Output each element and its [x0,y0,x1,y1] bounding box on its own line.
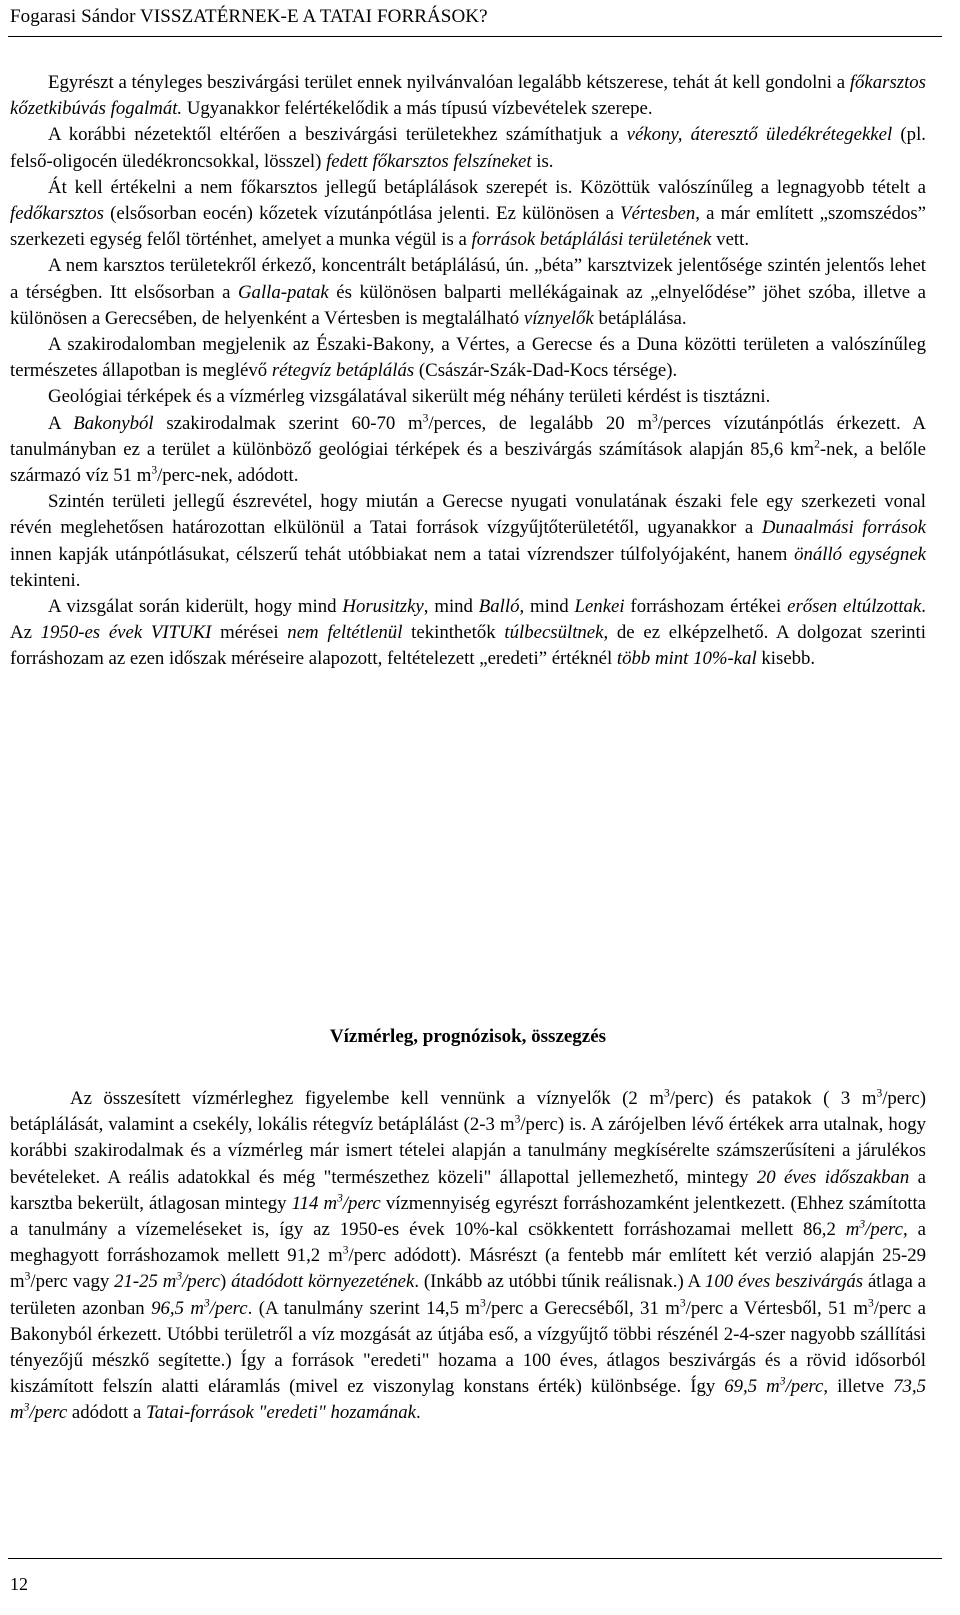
text-run: . (A tanulmány szerint 14,5 m [247,1297,481,1319]
text-run: , mind [423,596,479,618]
text-run: ) [220,1271,232,1293]
text-run: kisebb. [756,648,816,670]
text-run: A korábbi nézetektől eltérően a beszivárgási területekhez számíthatjuk a [48,124,627,146]
italic-text: önálló egységnek [794,543,926,565]
italic-text: /perc [182,1271,220,1293]
paragraph [10,70,926,122]
text-run: Az összesített vízmérleghez figyelembe kell vennünk a víznyelők (2 m [70,1088,664,1109]
superscript: 3 [422,412,429,425]
superscript: 3 [342,1244,349,1257]
italic-text: túlbecsültnek [504,622,604,644]
text-run: /perc vagy [30,1271,115,1293]
text-run: /perces, de legalább 20 m [428,412,652,434]
text-run: Szintén területi jellegű észrevétel, hogy miután a Gerecse nyugati vonulatának északi fele egy szerkezeti vonal révén meglehetősen határozottan elkülönül a Tatai források vízgyűjtőterületétől, ugyanakkor a [10,491,926,539]
italic-text: 69,5 m [724,1376,780,1398]
footer-rule [8,1558,942,1559]
text-run: . (Inkább az utóbbi tűnik reálisnak.) A [414,1271,705,1293]
text-run: átlaga a területen azonban [10,1271,926,1319]
text-run: forráshozam értékei [624,596,788,618]
superscript: 2 [814,438,820,451]
text-run: a karsztba bekerült, átlagosan mintegy [10,1166,926,1214]
text-run: mérései [211,622,288,644]
italic-text: 20 éves időszakban [756,1166,910,1188]
text-run: Geológiai térképek és a vízmérleg vizsgálatával sikerült még néhány területi kérdést is tisztázni. [48,386,771,408]
italic-text: fedett főkarsztos felszíneket [326,150,532,172]
text-run: innen kapják utánpótlásukat, célszerű tehát utóbbiakat nem a tatai vízrendszer túlfolyójaként, hanem [10,543,795,565]
italic-text: források betáplálási területének [471,229,712,251]
superscript: 3 [779,1375,786,1388]
italic-text: 21-25 m [114,1271,177,1293]
paragraph [10,411,926,490]
text-run: /perc adódott). Másrészt (a fentebb már említett két verzió alapján 25-29 m [10,1245,926,1293]
italic-text: 100 éves beszivárgás [704,1271,864,1293]
italic-text: 73,5 m [10,1376,926,1424]
text-run: /perc) betáplálását, valamint a csekély, lokális rétegvíz betáplálást (2-3 m [10,1088,926,1136]
text-run: /perc a Bakonyból érkezett. Utóbbi területről a víz mozgását az útjába eső, a vízgyűjtő többi részénél 2-4-szer nagyobb szállítási tényezőjű mészkő segítette.) Így a források "eredeti" hozama a 100 éves, átlagos beszivárgás és a rövid idősorból kiszámított felszín alatti eláramlás (mivel ez viszonylag konstans érték) különbsége. Így [10,1297,926,1398]
text-run: adódott a [67,1402,146,1424]
header-rule [8,36,942,37]
text-run: és különösen balparti mellékágainak az „elnyelődése” jöhet szóba, illetve a különösen a Gerecsében, de helyenként a Vértesben is megtalálható [10,281,927,329]
text-run: Egyrészt a tényleges beszivárgási terület ennek nyilvánvalóan legalább kétszerese, tehát át kell gondolni a [48,72,850,93]
text-run: /perces vízutánpótlás érkezett. A tanulmányban ez a terület a különböző geológiai térképek és a beszivárgás számítások alapján 85,6 km [10,412,926,460]
text-run: /perc-nek, adódott. [157,465,299,487]
italic-text: Dunaalmási források [761,517,926,539]
text-run: tekinthetők [402,622,505,644]
superscript: 3 [876,1087,883,1100]
text-run: szakirodalmak szerint 60-70 m [153,412,423,434]
italic-text: 114 m [291,1192,338,1214]
paragraph [10,1086,926,1427]
superscript: 3 [23,1402,30,1415]
superscript: 3 [652,412,658,425]
italic-text: /perc [29,1402,68,1424]
text-run: . Az [10,596,926,644]
superscript: 3 [24,1271,31,1284]
text-run: tekinteni. [10,569,81,591]
paragraph [10,332,926,384]
italic-text: Galla-patak [237,281,329,303]
text-run: A nem karsztos területekről érkező, koncentrált betáplálású, ún. „béta” karsztvizek jelentősége szintén jelentős lehet a térségben. Itt elsősorban a [10,255,926,303]
italic-text: vékony, áteresztő üledékrétegekkel [626,124,893,146]
text-run: Át kell értékelni a nem főkarsztos jellegű betáplálások szerepét is. Közöttük valószínűleg a legnagyobb tételt a [48,176,926,198]
text-run: (Császár-Szák-Dad-Kocs térsége). [414,360,678,382]
body-text [10,70,926,673]
superscript: 3 [679,1297,686,1310]
superscript: 3 [867,1297,874,1310]
italic-text: /perc [785,1376,824,1398]
italic-text: /perc [342,1192,381,1214]
italic-text: 96,5 m [151,1297,204,1319]
italic-text: rétegvíz betáplálás [271,360,415,382]
text-run: (elsősorban eocén) kőzetek vízutánpótlása jelenti. Ez különösen a [103,203,621,225]
italic-text: fedőkarsztos [10,203,104,225]
italic-text: Vértesben [620,203,696,225]
text-run: /perc) és patakok ( 3 m [669,1088,877,1109]
text-run: is. [531,150,554,172]
superscript: 3 [663,1087,670,1100]
italic-text: Horusitzky [342,596,424,618]
italic-text: Lenkei [574,596,625,618]
superscript: 3 [151,464,158,477]
paragraph [10,594,926,673]
text-run: , mind [519,596,575,618]
italic-text: /perc [865,1219,904,1241]
text-run: (pl. felső-oligocén üledékroncsokkal, lösszel) [10,124,926,172]
text-run: betáplálása. [593,307,687,329]
italic-text: Bakonyból [73,412,154,434]
superscript: 3 [480,1297,486,1310]
running-header: Fogarasi Sándor VISSZATÉRNEK-E A TATAI FORRÁSOK? [10,6,488,27]
text-run: -nek, a belőle származó víz 51 m [10,438,926,487]
text-run: /perc) is. A zárójelben lévő értékek arra utalnak, hogy korábbi szakirodalmak és a vízmérleg már ismert tételei alapján a tanulmány megkísérelte számszerűsíteni a járulékos bevételeket. A reális adatokkal és még "természethez közeli" állapottal jellemezhető, mintegy [10,1114,926,1188]
text-run: , de ez elképzelhető. A dolgozat szerinti forráshozam az ezen időszak méréseire alapozott, feltételezett „eredeti” értéknél [10,622,926,670]
text-run: , illetve [823,1376,894,1398]
section-heading: Vízmérleg, prognózisok, összegzés [329,1026,607,1047]
italic-text: víznyelők [523,307,594,329]
text-run: vízmennyiség egyrészt forráshozamként jelentkezett. (Ehhez számította a tanulmány a vízemeléseket is, így az 1950-es évek 10%-kal csökkentett forráshozamai mellett 86,2 [10,1192,926,1241]
superscript: 3 [859,1218,866,1231]
superscript: 3 [176,1271,183,1284]
italic-text: átadódott környezetének [231,1271,415,1293]
text-run: . [416,1402,421,1424]
italic-text: /perc [209,1297,248,1319]
text-run: vett. [711,229,750,251]
text-run: /perc a Gerecséből, 31 m [485,1297,680,1319]
superscript: 3 [203,1297,210,1310]
italic-text: 1950-es évek VITUKI [40,622,212,644]
summary-section [10,1024,926,1427]
italic-text: Balló [478,596,520,618]
superscript: 3 [337,1192,343,1205]
superscript: 3 [514,1113,521,1126]
paragraph [10,253,926,332]
italic-text: főkarsztos kőzetkibúvás fogalmát. [10,72,926,120]
text-run: A vizsgálat során kiderült, hogy mind [48,596,343,618]
italic-text: erősen eltúlzottak [787,596,922,618]
page-number: 12 [10,1574,28,1594]
italic-text: több mint 10%-kal [616,648,757,670]
text-run: , a meghagyott forráshozamok mellett 91,2 m [10,1219,926,1267]
italic-text: Tatai-források "eredeti" hozamának [146,1402,417,1424]
text-run: , a már említett „szomszédos” szerkezeti egység felől történhet, amelyet a munka végül is a [10,203,926,251]
paragraph [10,489,926,594]
text-run: /perc a Vértesből, 51 m [685,1297,868,1319]
text-run: Ugyanakkor felértékelődik a más típusú vízbevételek szerepe. [182,98,653,120]
paragraph [10,122,926,174]
italic-text: nem feltétlenül [287,622,403,644]
text-run: A szakirodalomban megjelenik az Északi-Bakony, a Vértes, a Gerecse és a Duna közötti területen a valószínűleg természetes állapotban is meglévő [10,334,926,382]
paragraph [10,384,926,410]
paragraph [10,175,926,254]
italic-text: m [845,1219,860,1241]
text-run: A [48,412,74,434]
